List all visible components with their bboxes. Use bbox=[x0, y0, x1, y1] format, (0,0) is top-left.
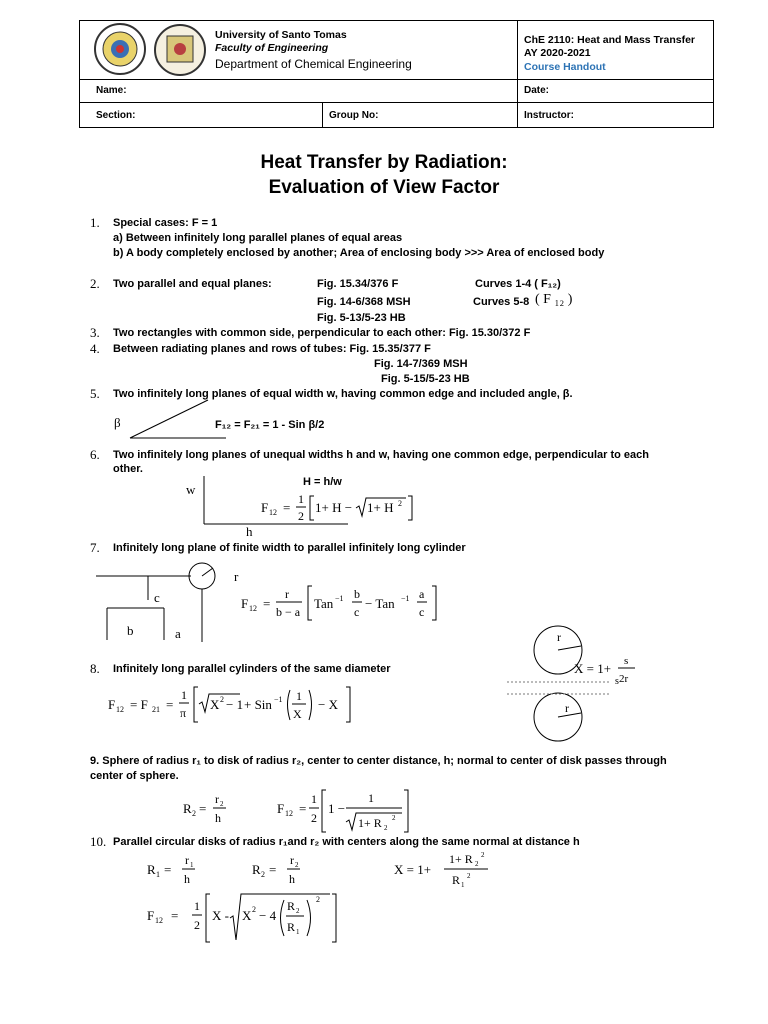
svg-text:R: R bbox=[183, 801, 192, 816]
header-divider-2 bbox=[322, 103, 323, 127]
svg-text:X = 1+: X = 1+ bbox=[394, 862, 432, 877]
svg-text:2: 2 bbox=[220, 800, 224, 808]
item-4-fig-2: Fig. 14-7/369 MSH bbox=[374, 358, 468, 370]
item-1b-text: b) A body completely enclosed by another; Area of enclosing body >>> Area of enclosed body bbox=[113, 247, 605, 259]
svg-text:−1: −1 bbox=[274, 695, 283, 704]
svg-text:r: r bbox=[285, 587, 289, 601]
svg-text:X = 1+: X = 1+ bbox=[574, 661, 612, 676]
item-7-equation bbox=[238, 582, 448, 624]
svg-text:12: 12 bbox=[285, 809, 293, 818]
item-8-equation bbox=[106, 684, 366, 726]
svg-text:1+ H −: 1+ H − bbox=[315, 500, 353, 515]
svg-text:R: R bbox=[252, 862, 261, 877]
svg-text:1 −: 1 − bbox=[328, 801, 346, 816]
svg-text:F: F bbox=[277, 801, 285, 816]
item-2-fig-3: Fig. 5-13/5-23 HB bbox=[317, 312, 406, 324]
svg-text:b: b bbox=[354, 587, 360, 601]
svg-text:c: c bbox=[419, 605, 425, 619]
svg-text:r: r bbox=[215, 792, 219, 806]
page-title: Heat Transfer by Radiation: bbox=[260, 152, 508, 173]
item-10-f12-equation bbox=[144, 890, 354, 946]
svg-text:1+ R: 1+ R bbox=[449, 852, 473, 866]
svg-text:1: 1 bbox=[194, 899, 200, 913]
item-5-angle-diagram bbox=[108, 398, 228, 443]
svg-text:2: 2 bbox=[252, 905, 256, 914]
item-7-plane-cylinder-diagram bbox=[96, 558, 226, 642]
item-1a-text: a) Between infinitely long parallel planes of equal areas bbox=[113, 232, 403, 244]
svg-text:1: 1 bbox=[311, 792, 317, 806]
name-label: Name: bbox=[96, 85, 127, 96]
university-name: University of Santo Tomas bbox=[215, 29, 347, 41]
item-3-text: Two rectangles with common side, perpendicular to each other: Fig. 15.30/372 F bbox=[113, 327, 531, 339]
svg-text:2: 2 bbox=[220, 695, 224, 704]
svg-text:π: π bbox=[180, 706, 187, 720]
svg-text:2r: 2r bbox=[619, 673, 629, 685]
item-9-equations bbox=[180, 788, 420, 834]
course-title: ChE 2110: Heat and Mass Transfer bbox=[524, 34, 695, 46]
svg-text:1: 1 bbox=[368, 791, 374, 805]
item-6-w-label: w bbox=[186, 482, 196, 497]
item-9-text-cont: center of sphere. bbox=[90, 770, 179, 782]
svg-text:R: R bbox=[147, 862, 156, 877]
svg-text:− Tan: − Tan bbox=[365, 596, 395, 611]
svg-text:1+ H: 1+ H bbox=[367, 500, 394, 515]
svg-text:X: X bbox=[210, 697, 220, 712]
ust-seal-icon bbox=[90, 22, 150, 77]
svg-text:=: = bbox=[164, 862, 172, 877]
svg-text:2: 2 bbox=[311, 811, 317, 825]
svg-text:−1: −1 bbox=[401, 594, 410, 603]
item-6-equation bbox=[258, 490, 418, 526]
svg-text:=: = bbox=[283, 500, 291, 515]
item-number-2: 2. bbox=[90, 276, 100, 291]
svg-text:2: 2 bbox=[316, 895, 320, 904]
item-6-text: Two infinitely long planes of unequal widths h and w, having one common edge, perpendicular to each bbox=[113, 449, 649, 461]
date-label: Date: bbox=[524, 85, 550, 96]
svg-text:2: 2 bbox=[467, 872, 471, 880]
item-5-equation: F₁₂ = F₂₁ = 1 - Sin β/2 bbox=[215, 419, 325, 431]
item-2-curves-2-symbol: ( F ₁₂ ) bbox=[535, 292, 573, 307]
svg-text:− X: − X bbox=[318, 697, 338, 712]
svg-text:b − a: b − a bbox=[276, 605, 301, 619]
item-number-8: 8. bbox=[90, 661, 100, 676]
header-row-divider bbox=[80, 102, 713, 103]
svg-text:2: 2 bbox=[392, 814, 396, 822]
item-5-beta-label: β bbox=[114, 415, 121, 430]
svg-text:+ Sin: + Sin bbox=[244, 697, 272, 712]
item-8-r-bottom-label: r bbox=[565, 701, 569, 715]
page-subtitle: Evaluation of View Factor bbox=[268, 177, 500, 198]
svg-text:F: F bbox=[241, 596, 249, 611]
svg-text:=: = bbox=[299, 801, 307, 816]
item-2-fig-1: Fig. 15.34/376 F bbox=[317, 278, 399, 290]
svg-text:1: 1 bbox=[298, 492, 304, 506]
svg-text:R: R bbox=[452, 873, 461, 887]
item-2-text: Two parallel and equal planes: bbox=[113, 278, 272, 290]
svg-text:− 1: − 1 bbox=[226, 697, 244, 712]
item-8-s-label: s bbox=[615, 676, 619, 687]
svg-text:2: 2 bbox=[384, 824, 388, 832]
svg-text:=: = bbox=[269, 862, 277, 877]
item-9-text: 9. Sphere of radius r₁ to disk of radius r₂, center to center distance, h; normal to center of disk passes through bbox=[90, 755, 667, 767]
svg-text:=: = bbox=[171, 908, 179, 923]
svg-text:2: 2 bbox=[194, 918, 200, 932]
item-number-7: 7. bbox=[90, 540, 100, 555]
svg-text:12: 12 bbox=[155, 916, 163, 925]
svg-text:= F: = F bbox=[130, 697, 148, 712]
svg-text:F: F bbox=[261, 500, 269, 515]
header-divider bbox=[517, 21, 518, 127]
item-number-5: 5. bbox=[90, 386, 100, 401]
svg-text:r: r bbox=[290, 853, 294, 867]
svg-text:2: 2 bbox=[295, 861, 299, 869]
course-handout-label: Course Handout bbox=[524, 61, 606, 73]
item-10-text: Parallel circular disks of radius r₁and r₂ with centers along the same normal at distance h bbox=[113, 836, 580, 848]
item-4-fig-3: Fig. 5-15/5-23 HB bbox=[381, 373, 470, 385]
svg-text:−1: −1 bbox=[335, 594, 344, 603]
instructor-label: Instructor: bbox=[524, 110, 574, 121]
svg-text:2: 2 bbox=[261, 870, 265, 879]
svg-text:1: 1 bbox=[296, 928, 300, 936]
item-6-h-label: h bbox=[246, 524, 253, 539]
svg-text:21: 21 bbox=[152, 705, 160, 714]
svg-text:=: = bbox=[199, 801, 207, 816]
svg-text:2: 2 bbox=[296, 907, 300, 915]
department-name: Department of Chemical Engineering bbox=[215, 57, 412, 71]
item-7-r-label: r bbox=[234, 569, 239, 584]
group-label: Group No: bbox=[329, 110, 379, 121]
svg-text:h: h bbox=[215, 811, 221, 825]
item-7-b-label: b bbox=[127, 623, 134, 638]
svg-text:2: 2 bbox=[398, 499, 402, 508]
svg-text:X -: X - bbox=[212, 908, 229, 923]
svg-text:F: F bbox=[108, 697, 116, 712]
svg-text:2: 2 bbox=[298, 509, 304, 523]
svg-text:h: h bbox=[184, 872, 190, 886]
item-7-c-label: c bbox=[154, 590, 160, 605]
svg-text:h: h bbox=[289, 872, 295, 886]
item-number-1: 1. bbox=[90, 215, 100, 230]
academic-year: AY 2020-2021 bbox=[524, 47, 591, 59]
item-6-H-definition: H = h/w bbox=[303, 476, 342, 488]
svg-text:a: a bbox=[419, 587, 425, 601]
svg-text:X: X bbox=[242, 908, 252, 923]
svg-text:− 4: − 4 bbox=[259, 908, 277, 923]
svg-text:c: c bbox=[354, 605, 360, 619]
item-2-curves-2: Curves 5-8 bbox=[473, 296, 530, 308]
section-label: Section: bbox=[96, 110, 136, 121]
item-4-text: Between radiating planes and rows of tubes: Fig. 15.35/377 F bbox=[113, 343, 431, 355]
svg-text:R: R bbox=[287, 920, 296, 934]
svg-text:2: 2 bbox=[475, 860, 479, 868]
svg-text:R: R bbox=[287, 899, 296, 913]
svg-text:1: 1 bbox=[296, 689, 302, 703]
item-10-r-equations bbox=[144, 848, 504, 890]
svg-text:2: 2 bbox=[481, 851, 485, 859]
item-7-a-label: a bbox=[175, 626, 181, 641]
svg-text:=: = bbox=[263, 596, 271, 611]
svg-text:12: 12 bbox=[116, 705, 124, 714]
item-2-curves-1: Curves 1-4 ( F₁₂) bbox=[475, 278, 561, 290]
svg-text:1: 1 bbox=[181, 688, 187, 702]
svg-text:1: 1 bbox=[190, 861, 194, 869]
item-8-cylinders-diagram bbox=[505, 622, 645, 752]
engineering-seal-icon bbox=[150, 22, 210, 78]
item-7-text: Infinitely long plane of finite width to parallel infinitely long cylinder bbox=[113, 542, 466, 554]
svg-text:F: F bbox=[147, 908, 155, 923]
svg-text:1: 1 bbox=[461, 881, 465, 889]
svg-text:12: 12 bbox=[269, 508, 277, 517]
item-number-6: 6. bbox=[90, 447, 100, 462]
item-1-text: Special cases: F = 1 bbox=[113, 217, 218, 229]
svg-text:12: 12 bbox=[249, 604, 257, 613]
svg-text:1+ R: 1+ R bbox=[358, 816, 382, 830]
svg-text:=: = bbox=[166, 697, 174, 712]
svg-text:s: s bbox=[624, 655, 629, 667]
item-number-10: 10. bbox=[90, 834, 107, 849]
item-8-r-top-label: r bbox=[557, 630, 561, 644]
svg-text:r: r bbox=[185, 853, 189, 867]
item-2-fig-2: Fig. 14-6/368 MSH bbox=[317, 296, 411, 308]
item-number-4: 4. bbox=[90, 341, 100, 356]
svg-text:Tan: Tan bbox=[314, 596, 334, 611]
item-6-text-cont: other. bbox=[113, 463, 143, 475]
item-5-text: Two infinitely long planes of equal width w, having common edge and included angle, β. bbox=[113, 388, 573, 400]
item-8-x-equation bbox=[572, 652, 642, 686]
svg-text:X: X bbox=[293, 707, 302, 721]
svg-text:1: 1 bbox=[156, 870, 160, 879]
faculty-name: Faculty of Engineering bbox=[215, 42, 329, 54]
item-number-3: 3. bbox=[90, 325, 100, 340]
item-8-text: Infinitely long parallel cylinders of the same diameter bbox=[113, 663, 391, 675]
svg-text:2: 2 bbox=[192, 809, 196, 818]
